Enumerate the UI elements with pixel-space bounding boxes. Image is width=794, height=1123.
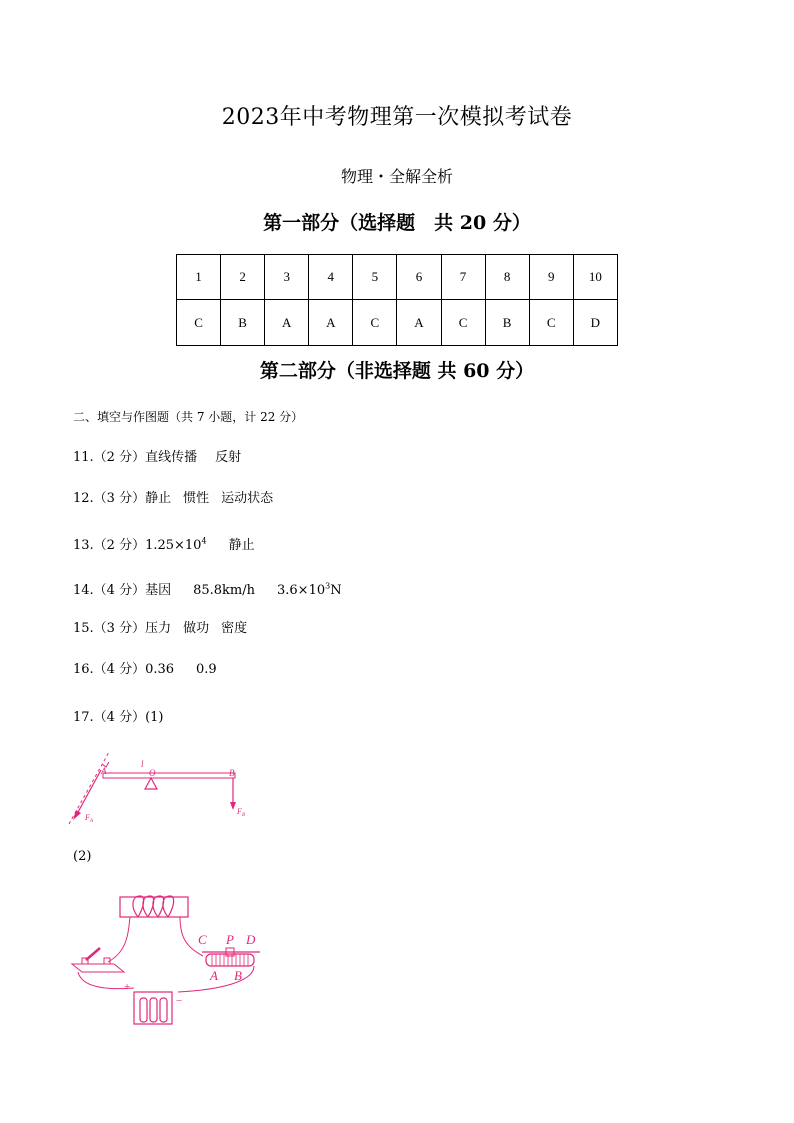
question-number: 7 [441, 255, 485, 300]
question-number: 10 [573, 255, 617, 300]
wire [108, 917, 130, 962]
question-number-row [177, 255, 618, 300]
label-d: D [246, 932, 256, 947]
answer-cell: B [485, 300, 529, 346]
answer-text: 压力 [145, 621, 172, 636]
lever-diagram [65, 752, 265, 842]
answer-text: 静止 [145, 491, 172, 506]
answer-cell: C [529, 300, 573, 346]
answer-text: 0.36 [145, 662, 175, 677]
label-fa: F [85, 813, 90, 822]
answer-cell: C [177, 300, 221, 346]
answer-table [176, 254, 618, 346]
label-l: l [141, 759, 144, 769]
label-c: C [198, 932, 207, 947]
section-heading: 二、填空与作图题（共 7 小题，计 22 分） [73, 410, 304, 424]
answer-cell: C [441, 300, 485, 346]
part1-title: 第一部分（选择题 共 20 分） [263, 212, 531, 234]
answer-text: 1.25×10 [145, 538, 202, 553]
question-label: 15.（3 分） [73, 621, 146, 636]
answer-text: 密度 [221, 621, 248, 636]
question-number: 8 [485, 255, 529, 300]
answer-cell: D [573, 300, 617, 346]
answer-line-15 [73, 617, 247, 636]
answer-text: 直线传播 [145, 450, 198, 465]
sub-part-label: (1) [145, 710, 164, 725]
answer-line-13 [73, 534, 255, 553]
question-label: 16.（4 分） [73, 662, 146, 677]
question-number: 3 [265, 255, 309, 300]
fulcrum [145, 778, 157, 789]
label-plus: + [124, 981, 131, 993]
part2-title: 第二部分（非选择题 共 60 分） [259, 360, 535, 382]
exponent: 4 [201, 536, 207, 546]
answer-cell: B [221, 300, 265, 346]
question-number: 4 [309, 255, 353, 300]
answer-line-16 [73, 658, 217, 677]
answer-cell: A [309, 300, 353, 346]
answer-line-14 [73, 579, 342, 598]
unit: N [330, 583, 342, 598]
question-label: 11.（2 分） [73, 450, 146, 465]
exam-subtitle: 物理・全解全析 [340, 167, 453, 186]
answer-text: 0.9 [196, 662, 217, 677]
exam-title: 2023年中考物理第一次模拟考试卷 [221, 105, 573, 130]
label-fa-sub: A [90, 819, 94, 824]
answer-text: 反射 [215, 450, 242, 465]
sub-part-label: (2) [73, 849, 92, 864]
question-label: 12.（3 分） [73, 491, 146, 506]
exponent: 3 [325, 581, 331, 591]
question-label: 13.（2 分） [73, 538, 146, 553]
arrowhead [230, 802, 236, 810]
label-p: P [226, 932, 234, 947]
question-number: 2 [221, 255, 265, 300]
answer-text: 基因 [145, 583, 172, 598]
label-minus: − [176, 995, 183, 1007]
force-arrow-fa [77, 770, 101, 814]
answer-line-17-2 [73, 849, 91, 864]
question-label: 17.（4 分） [73, 710, 146, 725]
label-fb-sub: B [242, 813, 246, 818]
circuit-diagram [68, 892, 268, 1032]
battery [134, 992, 172, 1024]
label-fb: F [237, 807, 242, 816]
switch-base [72, 964, 124, 972]
label-a: A [101, 766, 107, 776]
label-b: B [229, 768, 235, 778]
question-number: 9 [529, 255, 573, 300]
arrowhead [73, 810, 81, 820]
question-number: 6 [397, 255, 441, 300]
answer-text: 惯性 [183, 491, 210, 506]
answer-text: 做功 [183, 621, 210, 636]
question-number: 1 [177, 255, 221, 300]
answer-line-12 [73, 487, 273, 506]
answer-text: 运动状态 [221, 491, 274, 506]
answer-line-11 [73, 446, 241, 465]
label-b: B [234, 968, 242, 983]
answer-line-17 [73, 706, 164, 725]
coil [133, 896, 174, 917]
answer-cell: A [397, 300, 441, 346]
label-o: O [149, 768, 156, 778]
answer-text: 静止 [228, 538, 255, 553]
question-number: 5 [353, 255, 397, 300]
answer-row [177, 300, 618, 346]
answer-text: 85.8km/h [193, 583, 255, 598]
label-a: A [210, 968, 218, 983]
answer-cell: A [265, 300, 309, 346]
lever-bar [103, 773, 235, 778]
answer-text: 3.6×10 [277, 583, 326, 598]
answer-cell: C [353, 300, 397, 346]
question-label: 14.（4 分） [73, 583, 146, 598]
